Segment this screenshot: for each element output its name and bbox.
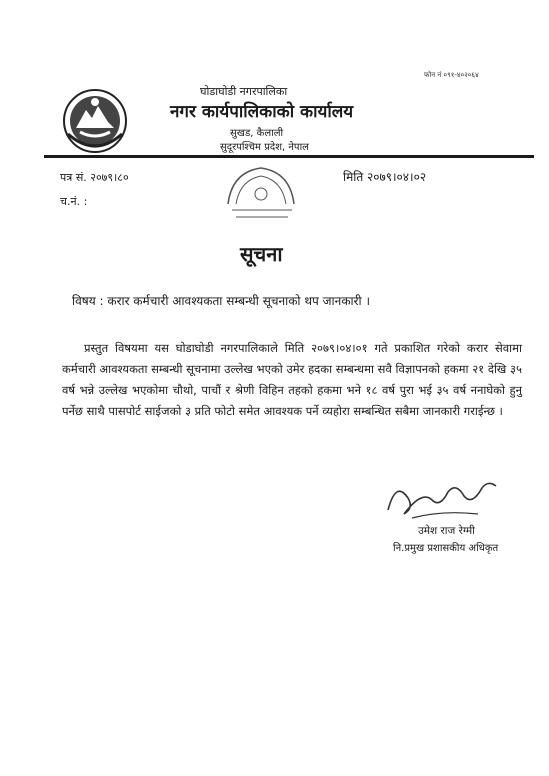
office-province: सुदूरपश्चिम प्रदेश, नेपाल bbox=[220, 142, 309, 153]
dispatch-number: च.नं. : bbox=[60, 195, 88, 208]
office-stamp-icon bbox=[222, 164, 300, 224]
letter-date: मिति २०७९।०४।०२ bbox=[343, 170, 427, 184]
office-name: नगर कार्यपालिकाको कार्यालय bbox=[170, 102, 354, 122]
header-divider bbox=[44, 155, 534, 158]
signature-icon bbox=[382, 470, 502, 522]
office-location: सुखड, कैलाली bbox=[230, 128, 284, 139]
phone-number: फोन नं ०९१-४०२०६४ bbox=[424, 71, 479, 79]
government-emblem-icon bbox=[62, 88, 128, 154]
notice-subject: विषय : करार कर्मचारी आवश्यकता सम्बन्धी सूचनाको थप जानकारी । bbox=[72, 294, 371, 308]
signatory-name: उमेश राज रेग्मी bbox=[418, 525, 475, 537]
letter-number: पत्र सं. २०७९।८० bbox=[60, 171, 129, 184]
municipality-name: घोडाघोडी नगरपालिका bbox=[200, 85, 288, 98]
notice-body-text: प्रस्तुत विषयमा यस घोडाघोडी नगरपालिकाले मिति २०७९।०४।०१ गते प्रकाशित गरेको करार सेवामा कर्मचारी आवश्यकता सम्बन्धी सूचनामा उल्लेख भएको उमेर हदका सम्बन्धमा सवै विज्ञापनको हकमा २१ देखि ३५ वर्ष भन्ने उल्लेख भएकोमा चौथो, पाचौं र श्रेणी विहिन तहको हकमा भने १८ वर्ष पुरा भई ३५ वर्ष ननाघेको हुनु पर्नेछ साथै पासपोर्ट साईजको ३ प्रति फोटो समेत आवश्यक पर्ने व्यहोरा सम्बन्धित सबैमा जानकारी गराईन्छ । bbox=[62, 341, 522, 418]
signatory-title: नि.प्रमुख प्रशासकीय अधिकृत bbox=[393, 543, 499, 554]
notice-title: सूचना bbox=[240, 242, 283, 266]
notice-body bbox=[62, 338, 522, 422]
